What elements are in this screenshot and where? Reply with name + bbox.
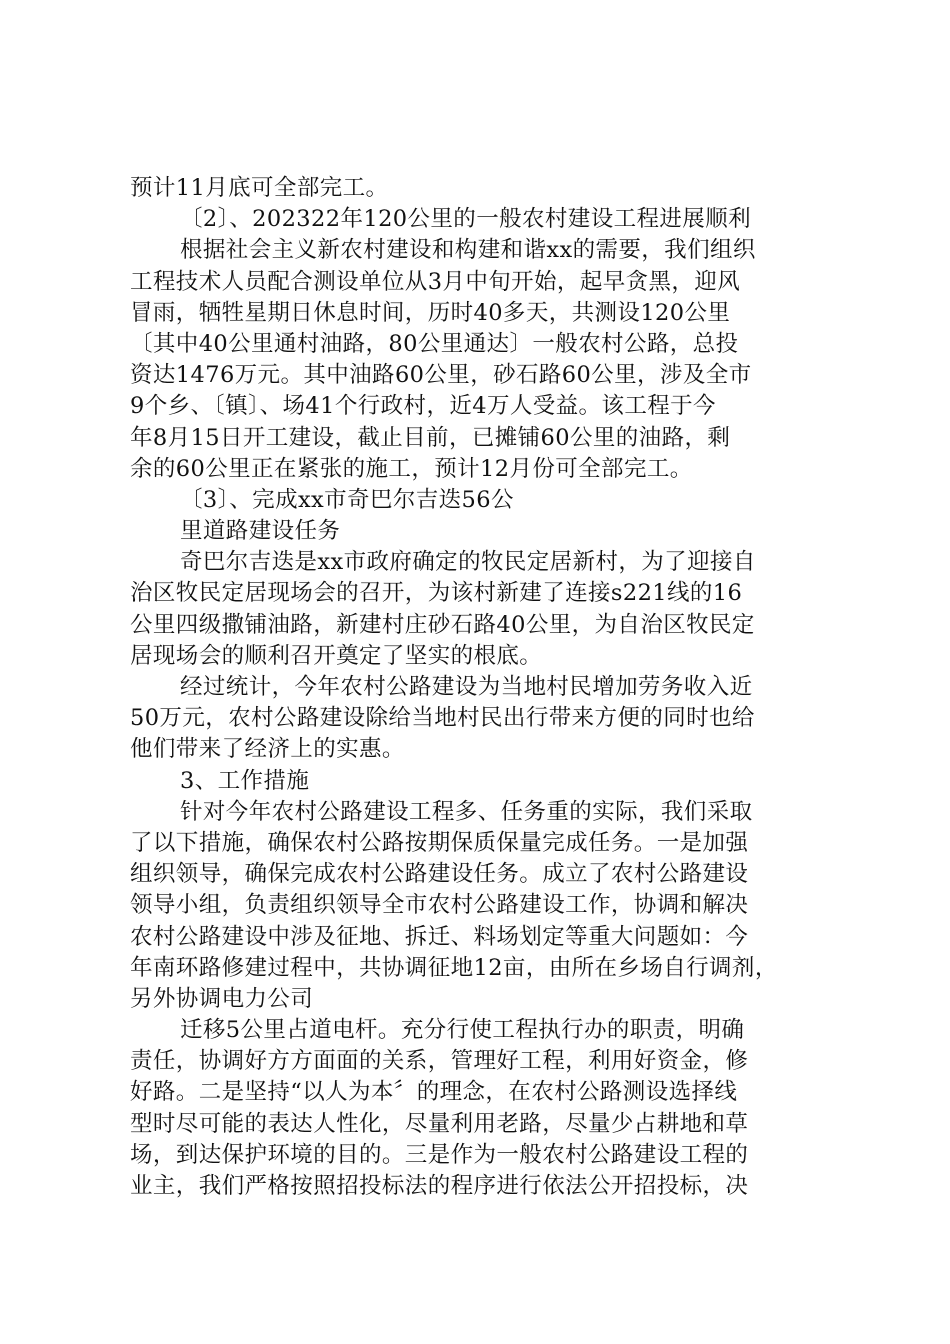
text-line: 他们带来了经济上的实惠。 (130, 736, 405, 763)
text-line: 〔其中40公里通村油路，80公里通达〕一般农村公路，总投 (130, 330, 739, 357)
section-heading: 〔3〕、完成xx市奇巴尔吉迭56公 (180, 486, 514, 513)
text-line: 场，到达保护环境的目的。三是作为一般农村公路建设工程的 (130, 1141, 749, 1168)
section-heading: 〔2〕、202322年120公里的一般农村建设工程进展顺利 (180, 206, 752, 233)
text-line: 组织领导，确保完成农村公路建设任务。成立了农村公路建设 (130, 861, 749, 888)
text-line: 冒雨，牺牲星期日休息时间，历时40多天，共测设120公里 (130, 299, 731, 326)
text-line: 另外协调电力公司 (130, 985, 314, 1012)
text-line: 了以下措施，确保农村公路按期保质保量完成任务。一是加强 (130, 829, 749, 856)
text-line: 年8月15日开工建设，截止目前，已摊铺60公里的油路，剩 (130, 424, 731, 451)
text-line: 预计11月底可全部完工。 (130, 175, 389, 201)
text-line: 9个乡、〔镇〕、场41个行政村，近4万人受益。该工程于今 (130, 393, 716, 420)
section-heading: 里道路建设任务 (180, 518, 341, 545)
text-line: 公里四级撒铺油路，新建村庄砂石路40公里，为自治区牧民定 (130, 611, 755, 638)
text-line: 50万元，农村公路建设除给当地村民出行带来方便的同时也给 (130, 705, 755, 732)
text-line: 奇巴尔吉迭是xx市政府确定的牧民定居新村，为了迎接自 (180, 549, 756, 576)
document-body (130, 173, 830, 1202)
text-line: 业主，我们严格按照招投标法的程序进行依法公开招投标，决 (130, 1173, 749, 1199)
text-line: 责任，协调好方方面面的关系，管理好工程，利用好资金，修 (130, 1048, 749, 1075)
text-line: 根据社会主义新农村建设和构建和谐xx的需要，我们组织 (180, 237, 756, 264)
text-line: 经过统计，今年农村公路建设为当地村民增加劳务收入近 (180, 674, 753, 700)
text-line: 居现场会的顺利召开奠定了坚实的根底。 (130, 642, 543, 669)
text-line: 工程技术人员配合测设单位从3月中旬开始，起早贪黑，迎风 (130, 268, 741, 295)
text-line: 领导小组，负责组织领导全市农村公路建设工作，协调和解决 (130, 892, 749, 919)
text-line: 迁移5公里占道电杆。充分行使工程执行办的职责，明确 (180, 1017, 745, 1044)
text-line: 资达1476万元。其中油路60公里，砂石路60公里，涉及全市 (130, 362, 752, 389)
text-line: 型时尽可能的表达人性化，尽量利用老路，尽量少占耕地和草 (130, 1110, 749, 1137)
text-line: 年南环路修建过程中，共协调征地12亩，由所在乡场自行调剂， (130, 954, 778, 981)
text-line: 好路。二是坚持“以人为本〞的理念，在农村公路测设选择线 (130, 1079, 738, 1106)
text-line: 余的60公里正在紧张的施工，预计12月份可全部完工。 (130, 455, 693, 482)
section-heading: 3、工作措施 (180, 767, 310, 794)
text-line: 针对今年农村公路建设工程多、任务重的实际，我们采取 (180, 798, 753, 825)
text-line: 治区牧民定居现场会的召开，为该村新建了连接s221线的16 (130, 580, 743, 607)
text-line: 农村公路建设中涉及征地、拆迁、料场划定等重大问题如：今 (130, 923, 749, 950)
